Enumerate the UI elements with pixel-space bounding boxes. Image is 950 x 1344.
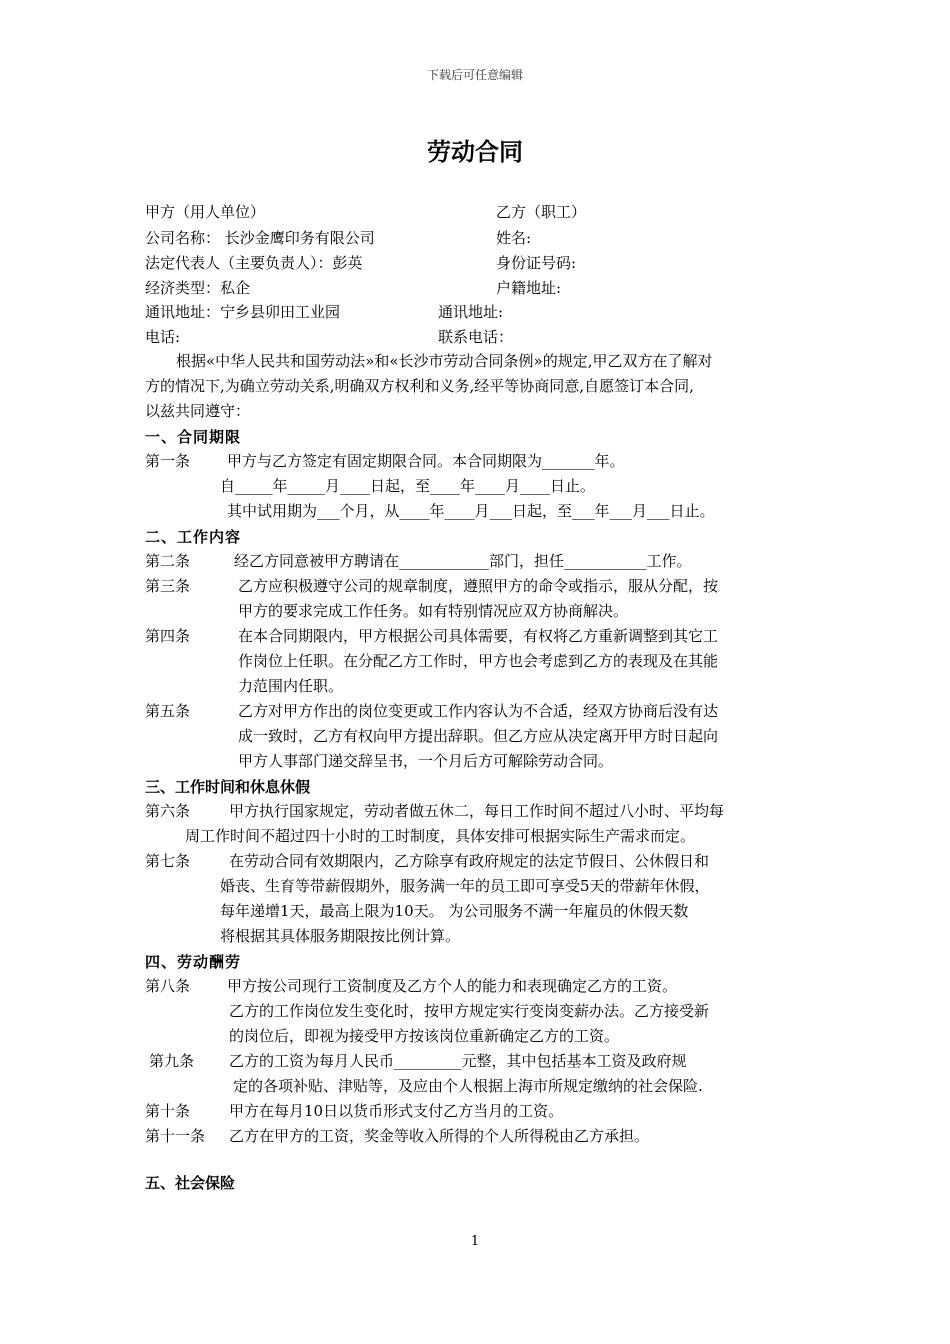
article-8-line-1: 甲方按公司现行工资制度及乙方个人的能力和表现确定乙方的工资。 bbox=[227, 977, 678, 995]
party-b-household-address: 户籍地址: bbox=[496, 279, 562, 297]
article-3-line-1: 乙方应积极遵守公司的规章制度，遵照甲方的命令或指示，服从分配，按 bbox=[238, 577, 719, 595]
article-2-label: 第二条 bbox=[145, 552, 191, 570]
article-7-label: 第七条 bbox=[145, 852, 191, 870]
intro-line-3: 以兹共同遵守： bbox=[145, 402, 251, 420]
article-9-line-1: 乙方的工资为每月人民币_________元整，其中包括基本工资及政府规 bbox=[229, 1052, 687, 1070]
intro-line-1: 根据«中华人民共和国劳动法»和«长沙市劳动合同条例»的规定,甲乙双方在了解对 bbox=[176, 352, 713, 370]
intro-line-2: 方的情况下,为确立劳动关系,明确双方权利和义务,经平等协商同意,自愿签订本合同, bbox=[145, 377, 694, 395]
section-heading-pay: 四、劳动酬劳 bbox=[145, 953, 242, 971]
document-title: 劳动合同 bbox=[427, 138, 523, 166]
article-5-line-1: 乙方对甲方作出的岗位变更或工作内容认为不合适，经双方协商后没有达 bbox=[238, 702, 719, 720]
article-8-line-2: 乙方的工作岗位发生变化时，按甲方规定实行变岗变薪办法。乙方接受新 bbox=[229, 1002, 710, 1020]
article-10-label: 第十条 bbox=[145, 1102, 191, 1120]
article-4-label: 第四条 bbox=[145, 627, 191, 645]
economic-type: 经济类型：私企 bbox=[145, 279, 251, 297]
section-heading-term: 一、合同期限 bbox=[145, 428, 242, 446]
page-number: 1 bbox=[470, 1234, 480, 1249]
article-7-line-4: 将根据其具体服务期限按比例计算。 bbox=[220, 927, 461, 945]
article-11-line-1: 乙方在甲方的工资，奖金等收入所得的个人所得税由乙方承担。 bbox=[229, 1127, 650, 1145]
section-heading-hours: 三、工作时间和休息休假 bbox=[145, 778, 311, 796]
article-5-line-2: 成一致时，乙方有权向甲方提出辞职。但乙方应从决定离开甲方时日起向 bbox=[238, 727, 719, 745]
article-2-line-1: 经乙方同意被甲方聘请在____________部门，担任___________工作。 bbox=[234, 552, 692, 570]
article-5-label: 第五条 bbox=[145, 702, 191, 720]
article-4-line-3: 力范围内任职。 bbox=[238, 677, 344, 695]
article-3-label: 第三条 bbox=[145, 577, 191, 595]
article-5-line-3: 甲方人事部门递交辞呈书，一个月后方可解除劳动合同。 bbox=[238, 752, 614, 770]
party-a-address: 通讯地址：宁乡县卯田工业园 bbox=[145, 303, 341, 321]
article-7-line-2: 婚丧、生育等带薪假期外，服务满一年的员工即可享受5天的带薪年休假， bbox=[220, 877, 710, 895]
article-9-label: 第九条 bbox=[149, 1052, 195, 1070]
party-b-phone: 联系电话： bbox=[438, 328, 514, 346]
section-heading-insurance: 五、社会保险 bbox=[145, 1174, 236, 1192]
article-8-line-3: 的岗位后，即视为接受甲方按该岗位重新确定乙方的工资。 bbox=[229, 1027, 620, 1045]
article-6-line-1: 甲方执行国家规定，劳动者做五休二，每日工作时间不超过八小时、平均每 bbox=[229, 802, 725, 820]
article-1-line-2: 自_____年_____月____日起，至____年____月____日止。 bbox=[220, 477, 596, 495]
section-heading-work: 二、工作内容 bbox=[145, 528, 242, 546]
article-4-line-2: 作岗位上任职。在分配乙方工作时，甲方也会考虑到乙方的表现及在其能 bbox=[238, 652, 719, 670]
article-8-label: 第八条 bbox=[145, 977, 191, 995]
party-b-address: 通讯地址: bbox=[438, 303, 504, 321]
article-1-label: 第一条 bbox=[145, 452, 191, 470]
article-9-line-2: 定的各项补贴、津贴等，及应由个人根据上海市所规定缴纳的社会保险. bbox=[233, 1077, 703, 1095]
legal-representative: 法定代表人（主要负责人）：彭英 bbox=[145, 254, 363, 272]
article-11-label: 第十一条 bbox=[145, 1127, 206, 1145]
page-header-note: 下载后可任意编辑 bbox=[426, 68, 523, 82]
party-b-id-number: 身份证号码: bbox=[496, 254, 577, 272]
article-6-label: 第六条 bbox=[145, 802, 191, 820]
party-a-phone: 电话: bbox=[145, 328, 181, 346]
article-3-line-2: 甲方的要求完成工作任务。如有特别情况应双方协商解决。 bbox=[238, 602, 629, 620]
article-4-line-1: 在本合同期限内，甲方根据公司具体需要，有权将乙方重新调整到其它工 bbox=[238, 627, 719, 645]
article-6-line-2: 周工作时间不超过四十小时的工时制度，具体安排可根据实际生产需求而定。 bbox=[185, 827, 696, 845]
article-7-line-3: 每年递增1天，最高上限为10天。 为公司服务不满一年雇员的休假天数 bbox=[220, 902, 689, 920]
article-1-line-1: 甲方与乙方签定有固定期限合同。本合同期限为_______年。 bbox=[227, 452, 625, 470]
article-7-line-1: 在劳动合同有效期限内，乙方除享有政府规定的法定节假日、公休假日和 bbox=[229, 852, 710, 870]
company-name: 公司名称： 长沙金鹰印务有限公司 bbox=[145, 229, 375, 247]
article-10-line-1: 甲方在每月10日以货币形式支付乙方当月的工资。 bbox=[229, 1102, 564, 1120]
party-b-name: 姓名: bbox=[496, 229, 532, 247]
article-1-line-3: 其中试用期为___个月，从____年____月___日起，至___年___月___日止。 bbox=[227, 502, 715, 520]
party-a-heading: 甲方（用人单位） bbox=[145, 203, 266, 221]
party-b-heading: 乙方（职工） bbox=[496, 203, 587, 221]
